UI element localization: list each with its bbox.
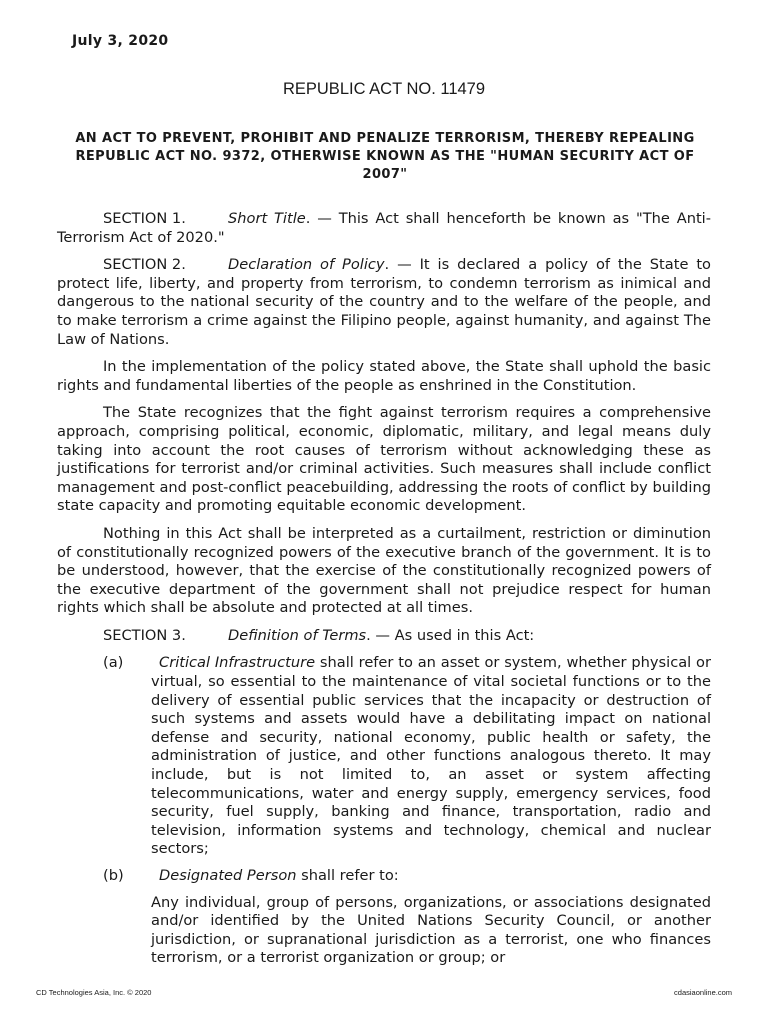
section-1-heading: SECTION 1. <box>103 210 186 227</box>
section-2-paragraph-3: The State recognizes that the fight against terrorism requires a comprehensive approach, comprising political, economic, diplomatic, military, and legal means duly taking into account the root causes of terrorism without acknowledging these as justifications for terrorist and/or criminal activities. Such measures shall include conflict management and post-conflict peacebuilding, addressing the roots of conflict by building state capacity and promoting equitable economic development. <box>57 404 711 515</box>
section-3 <box>103 627 711 646</box>
definition-text-b <box>151 867 711 886</box>
definition-label-a: (a) <box>103 654 124 672</box>
section-3-text: . — As used in this Act: <box>366 626 535 644</box>
act-long-title: AN ACT TO PREVENT, PROHIBIT AND PENALIZE TERRORISM, THEREBY REPEALING REPUBLIC ACT NO. 9372, OTHERWISE KNOWN AS THE "HUMAN SECURITY ACT OF 2007" <box>75 131 695 182</box>
section-3-title: Definition of Terms <box>228 626 367 644</box>
section-3-heading: SECTION 3. <box>103 626 186 644</box>
section-2 <box>57 256 711 349</box>
footer-copyright: CD Technologies Asia, Inc. © 2020 <box>36 988 152 997</box>
definition-term-b: Designated Person <box>159 867 297 884</box>
document-body <box>57 210 711 976</box>
section-1-title: Short Title <box>228 210 306 227</box>
definition-body-a: shall refer to an asset or system, whether physical or virtual, so essential to the maintenance of vital societal functions or to the delivery of essential public services that the incapacity or destruction of such systems and assets would have a debilitating impact on national defense and security, national economy, public health or safety, the administration of justice, and other functions analogous thereto. It may include, but is not limited to, an asset or system affecting telecommunications, water and energy supply, emergency services, food security, fuel supply, banking and finance, transportation, radio and television, information systems and technology, chemical and nuclear sectors; <box>151 654 711 858</box>
section-2-title: Declaration of Policy <box>228 256 385 274</box>
section-2-paragraph-2: In the implementation of the policy stated above, the State shall uphold the basic rights and fundamental liberties of the people as enshrined in the Constitution. <box>57 358 711 394</box>
definition-item-a <box>57 654 711 859</box>
document-date: July 3, 2020 <box>72 33 169 49</box>
section-2-heading: SECTION 2. <box>103 256 186 274</box>
footer-website: cdasiaonline.com <box>674 988 732 997</box>
definition-label-b: (b) <box>103 867 124 884</box>
section-1-text: . — This Act shall henceforth be known as "The Anti-Terrorism Act of 2020." <box>57 210 711 246</box>
definition-term-a: Critical Infrastructure <box>159 654 316 672</box>
republic-act-title: REPUBLIC ACT NO. 11479 <box>282 80 486 98</box>
section-2-paragraph-4: Nothing in this Act shall be interpreted as a curtailment, restriction or diminution of constitutionally recognized powers of the executive branch of the government. It is to be understood, however, that the exercise of the constitutionally recognized powers of the executive department of the government shall not prejudice respect for human rights which shall be absolute and protected at all times. <box>57 524 711 617</box>
definition-item-b <box>57 867 711 968</box>
definition-body-b: shall refer to: <box>296 867 399 884</box>
section-1 <box>57 210 711 247</box>
definition-text-a <box>151 654 711 859</box>
definition-sub-b: Any individual, group of persons, organizations, or associations designated and/or identified by the United Nations Security Council, or another jurisdiction, or supranational jurisdiction as a terrorist, one who finances terrorism, or a terrorist organization or group; or <box>151 893 711 967</box>
section-2-text: . — It is declared a policy of the State to protect life, liberty, and property from terrorism, to condemn terrorism as inimical and dangerous to the national security of the country and to the welfare of the people, and to make terrorism a crime against the Filipino people, against humanity, and against The Law of Nations. <box>57 256 711 348</box>
